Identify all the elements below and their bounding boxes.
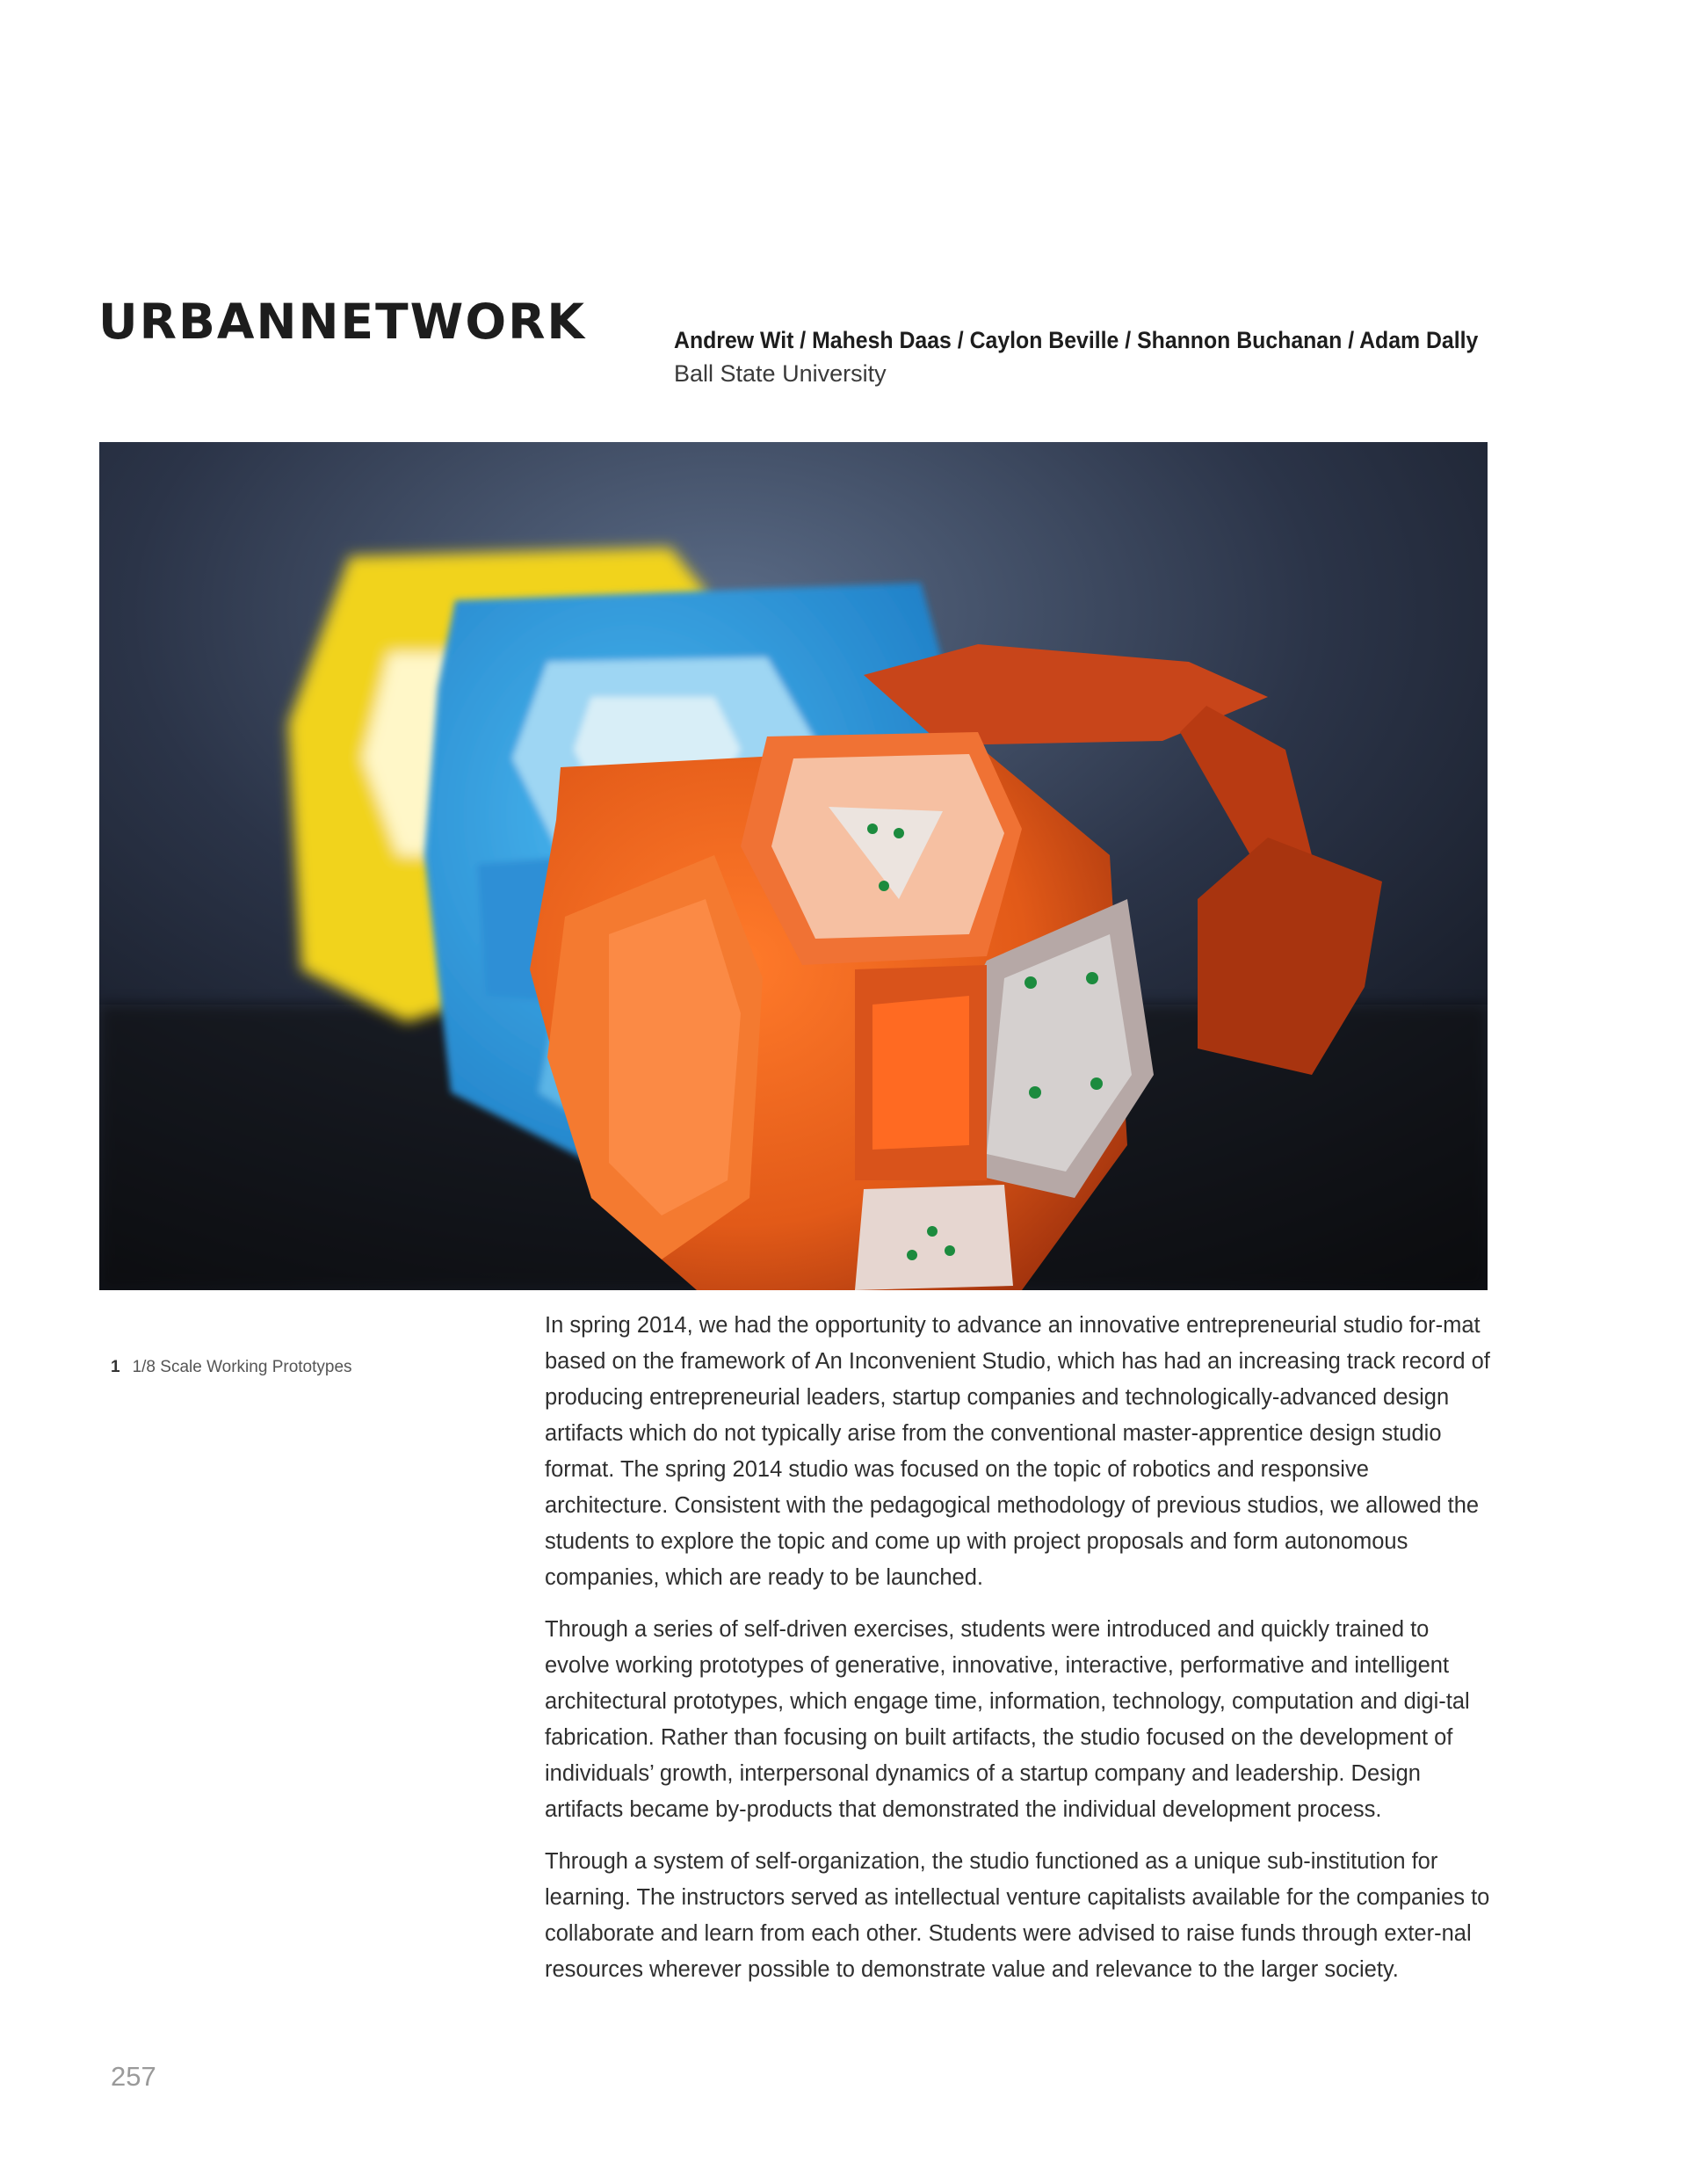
figure-caption [111,1358,352,1377]
affiliation: Ball State University [674,360,887,387]
page-title: URBANNETWORK [98,294,587,350]
page-number: 257 [111,2061,156,2092]
author-list: Andrew Wit / Mahesh Daas / Caylon Beville / Shannon Buchanan / Adam Dally [674,327,1479,353]
figure-number: 1 [111,1358,120,1376]
paragraph: In spring 2014, we had the opportunity to advance an innovative entrepreneurial studio for-mat based on the framework of An Inconvenient Studio, which has had an increasing track record of producing entrepreneurial leaders, startup companies and technologically-advanced design artifacts which do not typically arise from the conventional master-apprentice design studio format. The spring 2014 studio was focused on the topic of robotics and responsive architecture. Consistent with the pedagogical methodology of previous studios, we allowed the students to explore the topic and come up with project proposals and form autonomous companies, which are ready to be launched. [545,1313,1490,1590]
body-text [545,1308,1494,2004]
paragraph: Through a system of self-organization, the studio functioned as a unique sub-institution for learning. The instructors served as intellectual venture capitalists available for the companies to collaborate and learn from each other. Students were advised to raise funds through exter-nal resources wherever possible to demonstrate value and relevance to the larger society. [545,1849,1490,1982]
paragraph: Through a series of self-driven exercises, students were introduced and quickly trained to evolve working prototypes of generative, innovative, interactive, performative and intelligent architectural prototypes, which engage time, information, technology, computation and digi-tal fabrication. Rather than focusing on built artifacts, the studio focused on the development of individuals’ growth, interpersonal dynamics of a startup company and leadership. Design artifacts became by-products that demonstrated the individual development process. [545,1617,1470,1822]
figure-caption-text: 1/8 Scale Working Prototypes [132,1358,352,1376]
prototype-photo [99,442,1488,1290]
